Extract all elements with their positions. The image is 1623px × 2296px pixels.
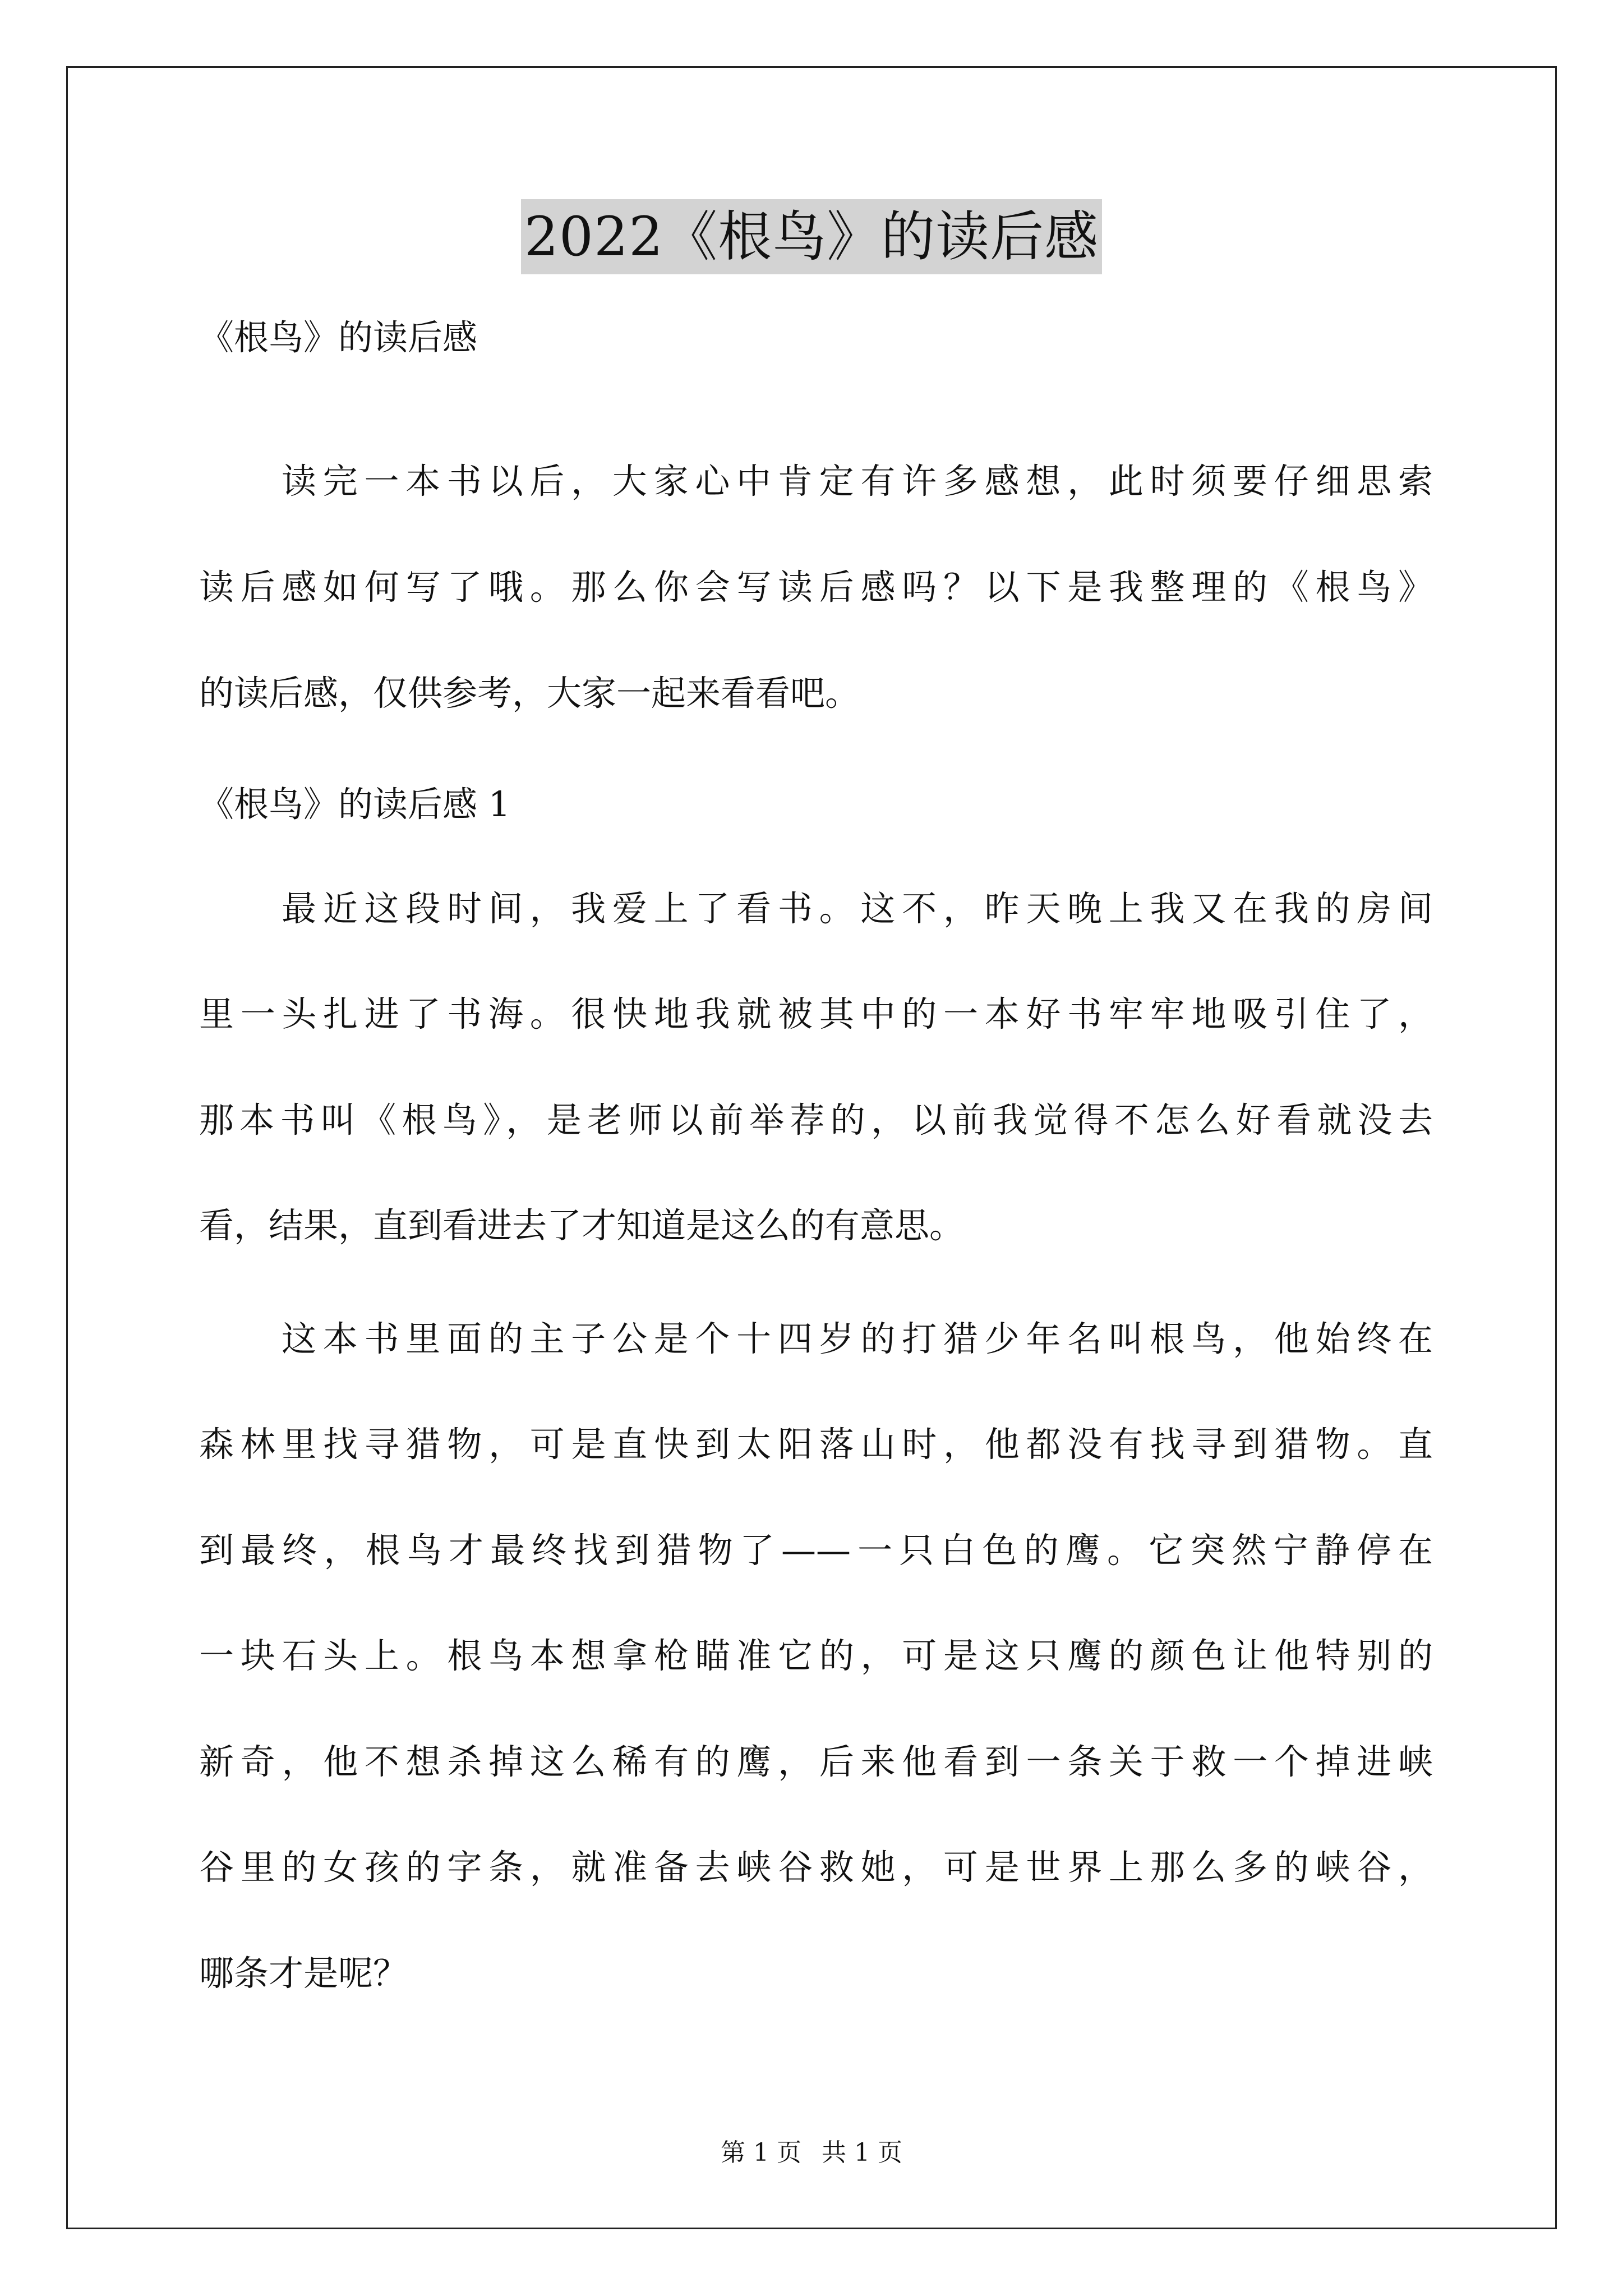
para2-line-4: 一块石头上。根鸟本想拿枪瞄准它的，可是这只鹰的颜色让他特别的 [199,1635,1433,1676]
document-subtitle: 《根鸟》的读后感 [199,317,478,358]
para2-line-5: 新奇，他不想杀掉这么稀有的鹰，后来他看到一条关于救一个掉进峡 [199,1741,1433,1782]
intro-line-2: 读后感如何写了哦。那么你会写读后感吗？以下是我整理的《根鸟》 [199,567,1433,608]
intro-line-1: 读完一本书以后，大家心中肯定有许多感想，此时须要仔细思索 [282,461,1433,501]
para2-line-3: 到最终，根鸟才最终找到猎物了——一只白色的鹰。它突然宁静停在 [199,1530,1433,1571]
para1-line-4: 看，结果，直到看进去了才知道是这么的有意思。 [199,1205,965,1246]
page-footer [0,2136,1623,2170]
para2-line-7: 哪条才是呢？ [199,1953,408,1994]
page-border [66,66,1557,2229]
document-title: 2022《根鸟》的读后感 [521,199,1102,274]
para1-line-3: 那本书叫《根鸟》，是老师以前举荐的，以前我觉得不怎么好看就没去 [199,1099,1433,1140]
page-number: 第 1 页 [721,2138,801,2167]
para1-line-1: 最近这段时间，我爱上了看书。这不，昨天晚上我又在我的房间 [282,888,1433,929]
title-block [0,199,1623,274]
intro-line-3: 的读后感，仅供参考，大家一起来看看吧。 [199,673,860,714]
para2-line-1: 这本书里面的主子公是个十四岁的打猎少年名叫根鸟，他始终在 [282,1318,1433,1359]
page-total: 共 1 页 [822,2138,902,2167]
para1-line-2: 里一头扎进了书海。很快地我就被其中的一本好书牢牢地吸引住了， [199,993,1433,1034]
para2-line-6: 谷里的女孩的字条，就准备去峡谷救她，可是世界上那么多的峡谷， [199,1847,1433,1888]
para2-line-2: 森林里找寻猎物，可是直快到太阳落山时，他都没有找寻到猎物。直 [199,1424,1433,1465]
section-heading: 《根鸟》的读后感 1 [199,784,511,825]
